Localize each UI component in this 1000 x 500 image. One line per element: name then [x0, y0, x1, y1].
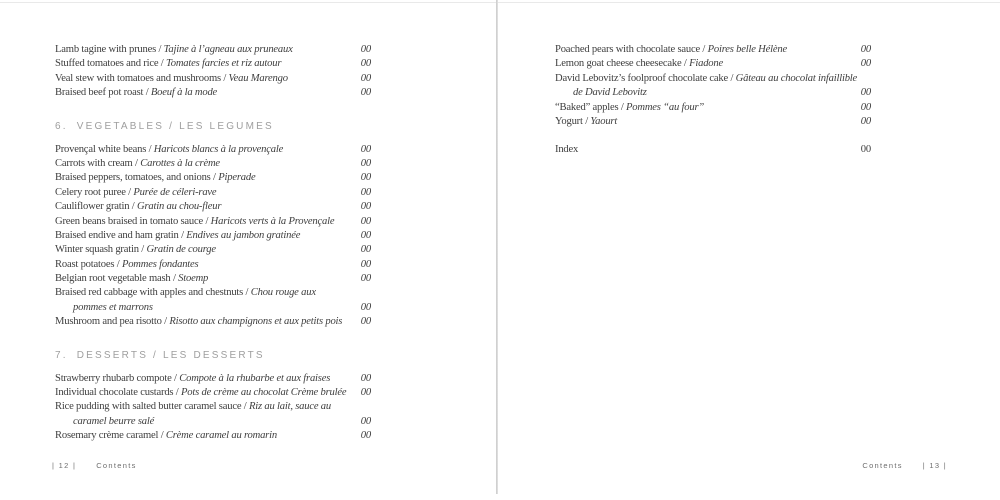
- entry-text: [55, 243, 216, 257]
- entry-separator: /: [158, 430, 166, 442]
- entry-separator: /: [132, 157, 141, 169]
- entry-page-number: 00: [354, 386, 371, 400]
- entry-separator: /: [243, 287, 251, 299]
- entry-title-en: “Baked” apples: [555, 101, 619, 113]
- entry-page-number: 00: [354, 229, 371, 243]
- entry-text: [555, 143, 578, 157]
- toc-entry: [555, 115, 871, 129]
- entry-text: [555, 72, 857, 86]
- toc-entry: [55, 215, 371, 229]
- entry-page-number: 00: [354, 86, 371, 100]
- entry-text: [555, 115, 617, 129]
- entry-text: [55, 272, 208, 286]
- footer-right: [862, 461, 947, 470]
- entry-page-number: 00: [854, 143, 871, 157]
- entry-title-en: Poached pears with chocolate sauce: [555, 44, 700, 55]
- entry-text: [555, 57, 723, 71]
- entry-page-number: 00: [854, 86, 871, 100]
- entry-page-number: 00: [354, 315, 371, 329]
- entry-title-fr: Stoemp: [178, 273, 209, 285]
- entry-separator: /: [241, 401, 249, 413]
- entry-text: [555, 43, 787, 57]
- entry-title-fr: Tajine à l’agneau aux pruneaux: [163, 44, 293, 55]
- entry-title-en: Winter squash gratin: [55, 244, 139, 256]
- entry-text: [55, 86, 217, 100]
- section-number: 7.: [55, 349, 68, 361]
- entry-separator: /: [129, 201, 137, 213]
- entry-title-fr: Gratin au chou-fleur: [137, 201, 222, 213]
- toc-entry-continuation: [555, 86, 871, 100]
- entry-title-fr: Piperade: [218, 172, 256, 184]
- toc-section: [55, 43, 371, 101]
- entry-page-number: 00: [354, 243, 371, 257]
- entry-page-number: 00: [354, 415, 371, 429]
- toc-entry: [555, 57, 871, 71]
- toc-entry: [55, 43, 371, 57]
- footer-contents-label: Contents: [96, 461, 137, 470]
- toc-entry: [55, 272, 371, 286]
- section-header: [55, 349, 371, 363]
- toc-entry-continuation: [55, 415, 371, 429]
- entry-title-fr: Poires belle Hélène: [707, 44, 787, 55]
- toc-entry: [55, 243, 371, 257]
- page-left: [0, 0, 497, 500]
- entry-text: [55, 286, 316, 300]
- entry-separator: /: [138, 244, 147, 256]
- entry-title-en: Provençal white beans: [55, 143, 147, 155]
- entry-page-number: 00: [854, 43, 871, 57]
- entry-separator: /: [582, 115, 591, 127]
- entry-separator: /: [618, 101, 627, 113]
- entry-title-en: Celery root puree: [55, 186, 126, 198]
- entry-separator: /: [173, 387, 181, 399]
- entry-separator: /: [203, 215, 211, 227]
- entry-separator: /: [699, 44, 708, 55]
- toc-entry: [55, 386, 371, 400]
- toc-entry-continuation: [55, 301, 371, 315]
- entry-text: [55, 171, 255, 185]
- toc-entry: [55, 200, 371, 214]
- entry-page-number: 00: [354, 272, 371, 286]
- entry-text: [55, 386, 346, 400]
- entry-title-en: David Lebovitz’s foolproof chocolate cake: [555, 72, 729, 84]
- entry-text: [55, 200, 221, 214]
- entry-title-fr: Pommes “au four”: [626, 101, 705, 113]
- entry-title-fr: Haricots verts à la Provençale: [210, 215, 335, 227]
- entry-separator: /: [146, 143, 154, 155]
- footer-left: [52, 461, 137, 470]
- entry-page-number: 00: [354, 258, 371, 272]
- toc-entry: [55, 229, 371, 243]
- entry-title-fr: Purée de céleri-rave: [133, 186, 217, 198]
- toc-entry: [555, 72, 871, 86]
- entry-text: [55, 301, 153, 315]
- entry-separator: /: [114, 258, 122, 270]
- toc-section: [555, 143, 871, 157]
- toc-entry: [555, 143, 871, 157]
- toc-section: [55, 120, 371, 330]
- toc-entry: [55, 86, 371, 100]
- section-header: [55, 120, 371, 134]
- entry-separator: /: [156, 44, 164, 55]
- entry-page-number: 00: [354, 72, 371, 86]
- entry-title-fr: Tomates farcies et riz autour: [166, 58, 282, 70]
- entry-title-en: Braised endive and ham gratin: [55, 229, 179, 241]
- entry-title-en: Rosemary crème caramel: [55, 430, 159, 442]
- entry-title-en: Roast potatoes: [55, 258, 115, 270]
- entry-text: [555, 86, 647, 100]
- entry-title-fr: Boeuf à la mode: [150, 87, 218, 99]
- page-number-marker: | 12 |: [52, 461, 77, 470]
- entry-title-fr: Haricots blancs à la provençale: [153, 143, 284, 155]
- entry-title-en: Rice pudding with salted butter caramel sauce: [55, 401, 242, 413]
- entry-text: [55, 43, 293, 57]
- toc-entry: [55, 57, 371, 71]
- entry-title-fr: Carottes à la crème: [140, 157, 220, 169]
- entry-text: [55, 429, 277, 443]
- entry-title-en: Mushroom and pea risotto: [55, 316, 162, 328]
- entry-title-en: Braised beef pot roast: [55, 87, 144, 99]
- entry-text: [55, 258, 198, 272]
- entry-separator: /: [210, 172, 219, 184]
- entry-page-number: 00: [354, 200, 371, 214]
- entry-title-fr: Crème caramel au romarin: [165, 430, 277, 442]
- entry-text: [55, 372, 330, 386]
- entry-title-en: Braised red cabbage with apples and chestnuts: [55, 287, 244, 299]
- entry-text: [55, 315, 342, 329]
- section-number: 6.: [55, 120, 68, 132]
- entry-text: [55, 57, 281, 71]
- entry-text: [55, 157, 220, 171]
- toc-entry: [55, 143, 371, 157]
- entry-title-en: Belgian root vegetable mash: [55, 273, 171, 285]
- entry-page-number: 00: [354, 301, 371, 315]
- entry-page-number: 00: [354, 186, 371, 200]
- toc-entry: [55, 72, 371, 86]
- toc-entry: [55, 429, 371, 443]
- entry-title-en: Individual chocolate custards: [55, 387, 174, 399]
- entry-title-en: Braised peppers, tomatoes, and onions: [55, 172, 211, 184]
- toc-section: [55, 349, 371, 444]
- toc-entry: [55, 315, 371, 329]
- entry-page-number: 00: [354, 429, 371, 443]
- footer-contents-label: Contents: [862, 461, 903, 470]
- entry-title-fr: Yaourt: [590, 115, 618, 127]
- entry-page-number: 00: [854, 101, 871, 115]
- entry-separator: /: [170, 273, 179, 285]
- entry-page-number: 00: [354, 43, 371, 57]
- entry-title-fr: Riz au lait, sauce au: [248, 401, 331, 413]
- entry-separator: /: [125, 186, 134, 198]
- entry-page-number: 00: [354, 57, 371, 71]
- entry-separator: /: [143, 87, 151, 99]
- toc-entry: [55, 258, 371, 272]
- page-right: [499, 0, 1000, 500]
- entry-title-en: Green beans braised in tomato sauce: [55, 215, 204, 227]
- toc-entry: [55, 157, 371, 171]
- entry-title-fr: pommes et marrons: [73, 301, 153, 313]
- entry-separator: /: [158, 58, 166, 70]
- toc-entry: [55, 372, 371, 386]
- entry-title-fr: Endives au jambon gratinée: [186, 229, 301, 241]
- entry-text: [55, 143, 283, 157]
- entry-separator: /: [178, 229, 187, 241]
- entry-title-en: Cauliflower gratin: [55, 201, 130, 213]
- page-number-marker: | 13 |: [922, 461, 947, 470]
- entry-text: [55, 415, 154, 429]
- entry-title-en: Strawberry rhubarb compote: [55, 372, 172, 384]
- entry-title-en: Lemon goat cheese cheesecake: [555, 58, 682, 70]
- entry-text: [55, 72, 288, 86]
- entry-text: [55, 215, 334, 229]
- toc-column-left: [55, 43, 371, 444]
- entry-title-en: Veal stew with tomatoes and mushrooms: [55, 72, 221, 84]
- entry-title-fr: Gâteau au chocolat infaillible: [735, 72, 858, 84]
- entry-separator: /: [161, 316, 170, 328]
- toc-section: [555, 43, 871, 129]
- toc-entry: [555, 101, 871, 115]
- toc-column-right: [555, 43, 871, 158]
- entry-title-en: Carrots with cream: [55, 157, 133, 169]
- entry-text: [55, 400, 331, 414]
- entry-title-fr: Chou rouge aux: [250, 287, 316, 299]
- entry-title-fr: Veau Marengo: [228, 72, 288, 84]
- toc-entry: [55, 171, 371, 185]
- entry-title-fr: Fiadone: [689, 58, 723, 70]
- toc-entry: [55, 400, 371, 414]
- entry-title-fr: Compote à la rhubarbe et aux fraises: [179, 372, 331, 384]
- entry-title-en: Stuffed tomatoes and rice: [55, 58, 159, 70]
- entry-page-number: 00: [354, 171, 371, 185]
- toc-entry: [55, 286, 371, 300]
- entry-text: [555, 101, 704, 115]
- entry-page-number: 00: [854, 57, 871, 71]
- entry-title-en: Index: [555, 144, 579, 156]
- entry-page-number: 00: [354, 143, 371, 157]
- section-title: DESSERTS / LES DESSERTS: [76, 349, 265, 361]
- entry-text: [55, 186, 216, 200]
- entry-page-number: 00: [854, 115, 871, 129]
- toc-entry: [55, 186, 371, 200]
- entry-title-fr: Pots de crème au chocolat Crème brulée: [180, 387, 347, 399]
- entry-separator: /: [681, 58, 690, 70]
- entry-title-fr: caramel beurre salé: [73, 415, 155, 427]
- entry-title-en: Lamb tagine with prunes: [55, 44, 157, 55]
- entry-title-fr: Risotto aux champignons et aux petits pois: [169, 316, 343, 328]
- entry-title-fr: Gratin de courge: [146, 244, 216, 256]
- toc-entry: [555, 43, 871, 57]
- entry-separator: /: [728, 72, 736, 84]
- entry-separator: /: [220, 72, 229, 84]
- section-title: VEGETABLES / LES LEGUMES: [76, 120, 274, 132]
- entry-title-en: Yogurt: [555, 115, 583, 127]
- entry-page-number: 00: [354, 157, 371, 171]
- entry-title-fr: Pommes fondantes: [121, 258, 199, 270]
- entry-text: [55, 229, 300, 243]
- entry-separator: /: [171, 372, 180, 384]
- entry-title-fr: de David Lebovitz: [573, 87, 647, 99]
- entry-page-number: 00: [354, 372, 371, 386]
- entry-page-number: 00: [354, 215, 371, 229]
